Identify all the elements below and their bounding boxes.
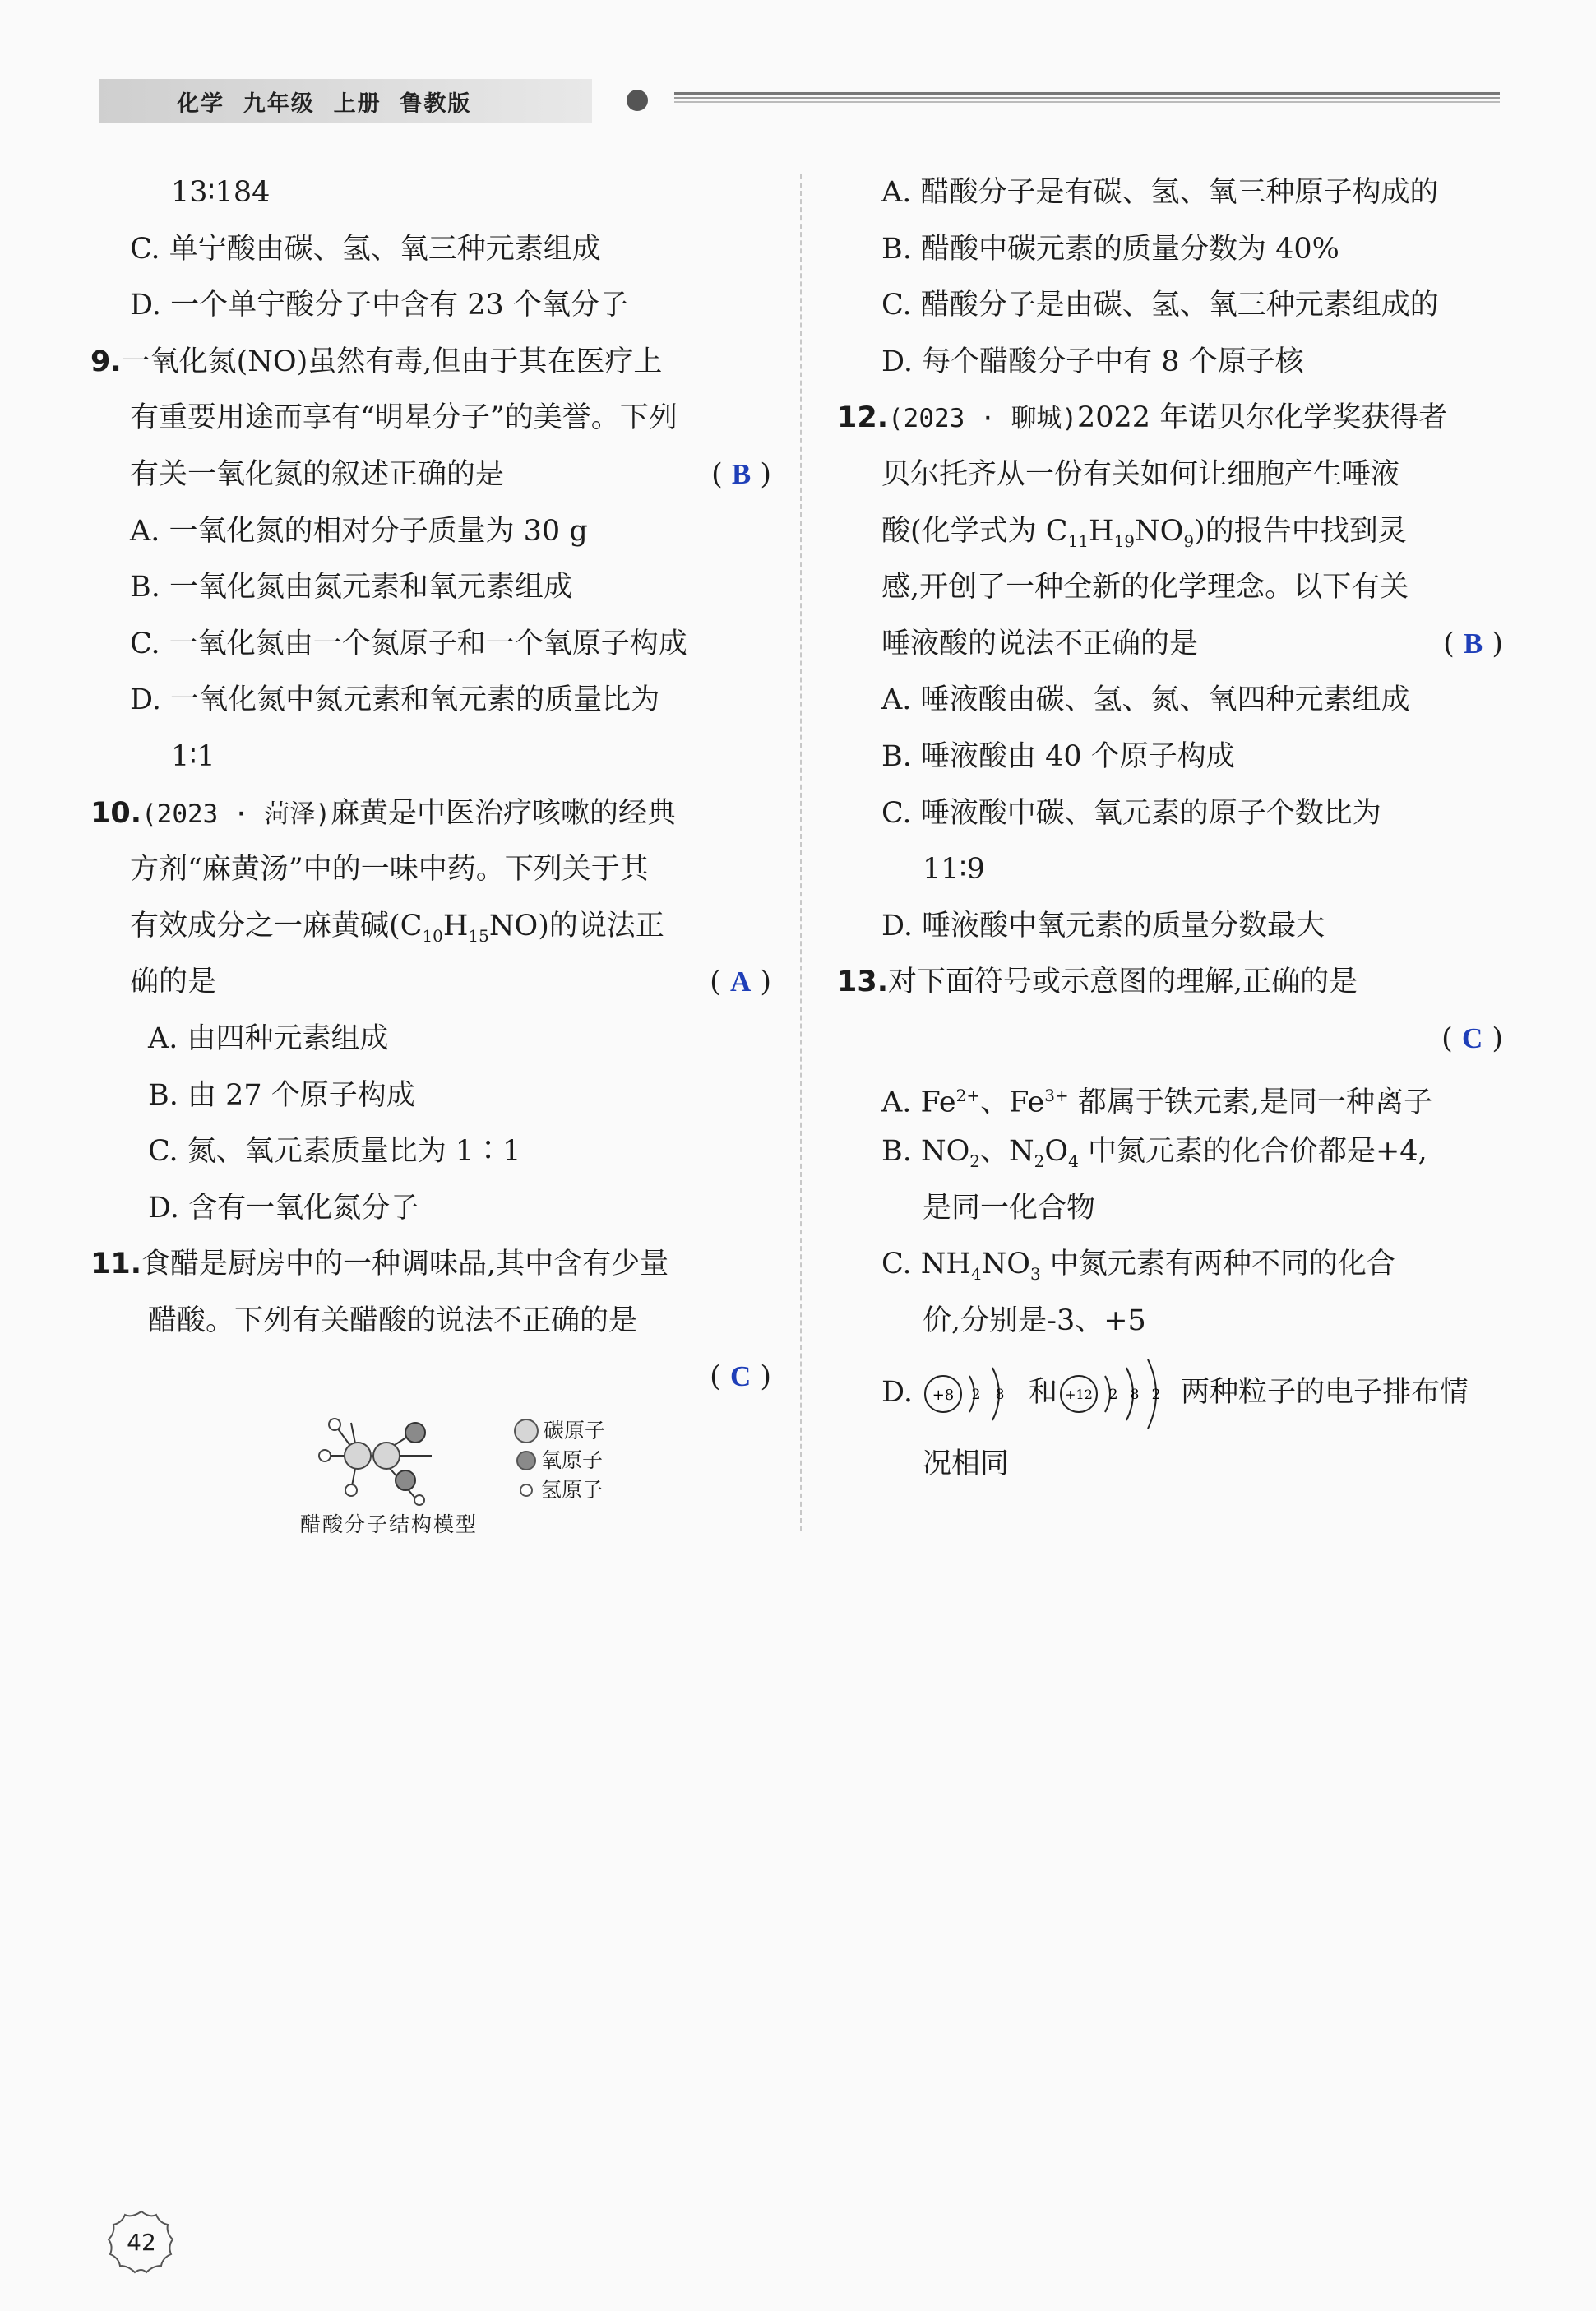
page-header [99,79,592,123]
q10-source: (2023 · 菏泽) [141,799,331,829]
q13-option-a [837,1068,1503,1124]
q13-option-b [837,1123,1503,1180]
q13-number: 13. [837,966,889,999]
carbon-atom [345,1443,371,1469]
question-12 [837,390,1503,954]
q10-number: 10. [90,796,142,830]
q11-option-c: C. 醋酸分子是由碳、氢、氧三种元素组成的 [881,289,1439,322]
hydrogen-legend-icon [520,1484,533,1497]
q10-option-c: C. 氮、氧元素质量比为 1∶1 [148,1135,521,1169]
header-rule [674,92,1500,109]
q10-sub-h: 15 [468,925,489,946]
q12-option-b: B. 唾液酸由 40 个原子构成 [881,739,1235,773]
q10-stem-1: 麻黄是中医治疗咳嗽的经典 [331,796,677,830]
q13-d-post: 两种粒子的电子排布情 [1181,1376,1469,1410]
q11-stem-1: 食醋是厨房中的一种调味品,其中含有少量 [141,1248,669,1281]
legend-carbon-label: 碳原子 [544,1419,606,1443]
q9-option-d: D. 一氧化氮中氮元素和氧元素的质量比为 [130,683,660,717]
q11-stem-2: 醋酸。下列有关醋酸的说法不正确的是 [148,1304,638,1337]
q12-stem-3b: H [1089,514,1114,548]
q13-a-pre: A. Fe [881,1086,956,1119]
question-10 [90,785,771,1237]
figure-caption: 醋酸分子结构模型 [300,1512,479,1536]
q12-stem-5: 唾液酸的说法不正确的是 [881,627,1199,660]
q12-stem-3c: NO [1135,514,1184,548]
q13-stem-1: 对下面符号或示意图的理解,正确的是 [888,966,1358,999]
q13-option-c [837,1236,1503,1293]
page-number-badge [105,2207,178,2279]
q9-answer-bracket: ( B ) [711,457,771,491]
q13-c-sub1: 4 [970,1264,982,1285]
question-9 [90,334,771,785]
legend-hydrogen [514,1475,605,1505]
page-number: 42 [127,2229,156,2256]
left-column [90,164,771,1406]
legend-oxygen-label: 氧原子 [541,1448,604,1472]
oxygen-ion-structure-diagram [922,1353,1029,1435]
q11-option-d: D. 每个醋酸分子中有 8 个原子核 [881,345,1304,378]
q13-d-pre: D. [881,1376,913,1410]
q13-b-sub2: 2 [1034,1151,1045,1172]
q12-option-c: C. 唾液酸中碳、氧元素的原子个数比为 [881,796,1381,830]
q13-option-b-cont: 是同一化合物 [923,1191,1096,1225]
q11-number: 11. [90,1248,142,1281]
q9-option-c: C. 一氧化氮由一个氮原子和一个氧原子构成 [130,627,687,660]
q13-option-c-cont: 价,分别是-3、+5 [923,1304,1146,1337]
q12-stem-4: 感,开创了一种全新的化学理念。以下有关 [881,571,1409,604]
q12-answer: B [1463,627,1483,660]
hydrogen-atom [329,1419,340,1430]
oxygen-legend-icon [516,1451,536,1470]
atom2-nucleus: +12 [1065,1386,1093,1402]
question-13 [837,954,1503,1493]
q12-stem-2: 贝尔托齐从一份有关如何让细胞产生唾液 [881,457,1400,491]
q13-b-mid2: O [1044,1135,1069,1169]
atom2-shell-2: 8 [1130,1386,1140,1403]
column-divider [800,174,802,1531]
oxygen-atom [405,1423,425,1443]
q10-stem-3 [130,898,771,955]
header-title: 化学 九年级 上册 鲁教版 [177,91,472,117]
q12-number: 12. [837,401,889,435]
atom1-nucleus: +8 [932,1386,955,1404]
q10-sub-c: 10 [422,925,443,946]
carbon-legend-icon [514,1419,539,1443]
q11-answer: C [729,1360,752,1393]
hydrogen-atom [319,1450,331,1461]
atom2-shell-1: 2 [1108,1386,1118,1403]
q13-a-sup1: 2+ [955,1085,981,1105]
carbon-atom [373,1443,400,1469]
q13-b-sub1: 2 [969,1151,981,1172]
q13-option-d-cont: 况相同 [923,1447,1010,1481]
q10-option-a: A. 由四种元素组成 [148,1021,389,1055]
q13-a-post: 都属于铁元素,是同一种离子 [1068,1086,1432,1119]
q12-answer-bracket: ( B ) [1443,627,1503,660]
q13-c-mid: NO [981,1248,1030,1281]
q10-stem-3a: 有效成分之一麻黄碱(C [130,909,423,942]
acetic-acid-model-figure [292,1408,637,1540]
q13-c-post: 中氮元素有两种不同的化合 [1040,1248,1395,1281]
q11-option-a: A. 醋酸分子是有碳、氢、氧三种原子构成的 [881,176,1439,209]
q9-option-a: A. 一氧化氮的相对分子质量为 30 g [130,514,588,548]
q13-d-and: 和 [1029,1376,1058,1410]
legend-carbon [514,1416,605,1446]
legend-hydrogen-label: 氢原子 [541,1478,604,1502]
q12-option-c-cont: 11∶9 [923,853,985,887]
q9-option-b: B. 一氧化氮由氮元素和氧元素组成 [130,571,572,604]
q10-answer-bracket: ( A ) [710,966,771,999]
q10-stem-3b: H [442,909,469,942]
q13-a-sup2: 3+ [1044,1085,1069,1105]
q10-option-b: B. 由 27 个原子构成 [148,1078,415,1112]
q13-b-pre: B. NO [881,1135,970,1169]
q13-b-mid1: 、N [980,1135,1034,1169]
q9-option-d-cont: 1∶1 [171,739,215,773]
header-dot [627,90,648,111]
q13-answer-bracket: ( C ) [1441,1021,1503,1055]
q11-option-b: B. 醋酸中碳元素的质量分数为 40% [881,232,1339,266]
q9-stem-2: 有重要用途而享有“明星分子”的美誉。下列 [130,401,678,435]
q12-stem-3 [837,503,1503,560]
q10-stem-4: 确的是 [130,966,217,999]
q10-stem-3c: NO)的说法正 [488,909,664,942]
q12-stem-3a: 酸(化学式为 C [881,514,1068,548]
q8-option-b-cont: 13∶184 [171,176,271,209]
q10-stem-2: 方剂“麻黄汤”中的一味中药。下列关于其 [130,853,649,887]
acetic-acid-molecule-diagram [292,1408,506,1507]
atom2-shell-3: 2 [1151,1386,1161,1403]
q12-stem-3d: )的报告中找到灵 [1194,514,1407,548]
q8-option-c: C. 单宁酸由碳、氢、氧三种元素组成 [130,232,601,266]
q9-stem-3: 有关一氧化氮的叙述正确的是 [130,457,505,491]
q13-b-sub3: 4 [1068,1151,1079,1172]
molecule-legend [514,1416,605,1505]
q8-option-d: D. 一个单宁酸分子中含有 23 个氧分子 [130,289,628,322]
q13-answer: C [1461,1021,1483,1054]
q12-stem-1: 2022 年诺贝尔化学奖获得者 [1077,401,1448,435]
hydrogen-atom [414,1495,424,1505]
q13-c-pre: C. NH [881,1248,971,1281]
q11-answer-bracket: ( C ) [710,1360,771,1394]
q12-source: (2023 · 聊城) [888,404,1077,434]
q9-number: 9. [90,345,122,378]
q9-answer: B [731,457,752,490]
q9-stem-1: 一氧化氮(NO)虽然有毒,但由于其在医疗上 [121,345,663,378]
right-column [837,164,1503,1493]
magnesium-atom-structure-diagram [1057,1353,1181,1435]
q12-sub-o: 9 [1183,530,1195,551]
q10-option-d: D. 含有一氧化氮分子 [148,1191,419,1225]
q12-option-a: A. 唾液酸由碳、氢、氮、氧四种元素组成 [881,683,1410,717]
atom1-shell-2: 8 [995,1386,1005,1403]
q13-option-d [837,1349,1503,1436]
q13-a-mid: 、Fe [980,1086,1045,1119]
question-11 [90,1236,771,1406]
q12-option-d: D. 唾液酸中氧元素的质量分数最大 [881,909,1325,942]
q13-c-sub2: 3 [1030,1264,1041,1285]
q13-b-post: 中氮元素的化合价都是+4, [1078,1135,1427,1169]
legend-oxygen [514,1446,605,1475]
q12-sub-c: 11 [1067,530,1089,551]
atom1-shell-1: 2 [971,1386,981,1403]
oxygen-atom [396,1470,415,1490]
q12-sub-h: 19 [1113,530,1135,551]
hydrogen-atom [345,1484,357,1496]
q10-answer: A [729,966,752,998]
